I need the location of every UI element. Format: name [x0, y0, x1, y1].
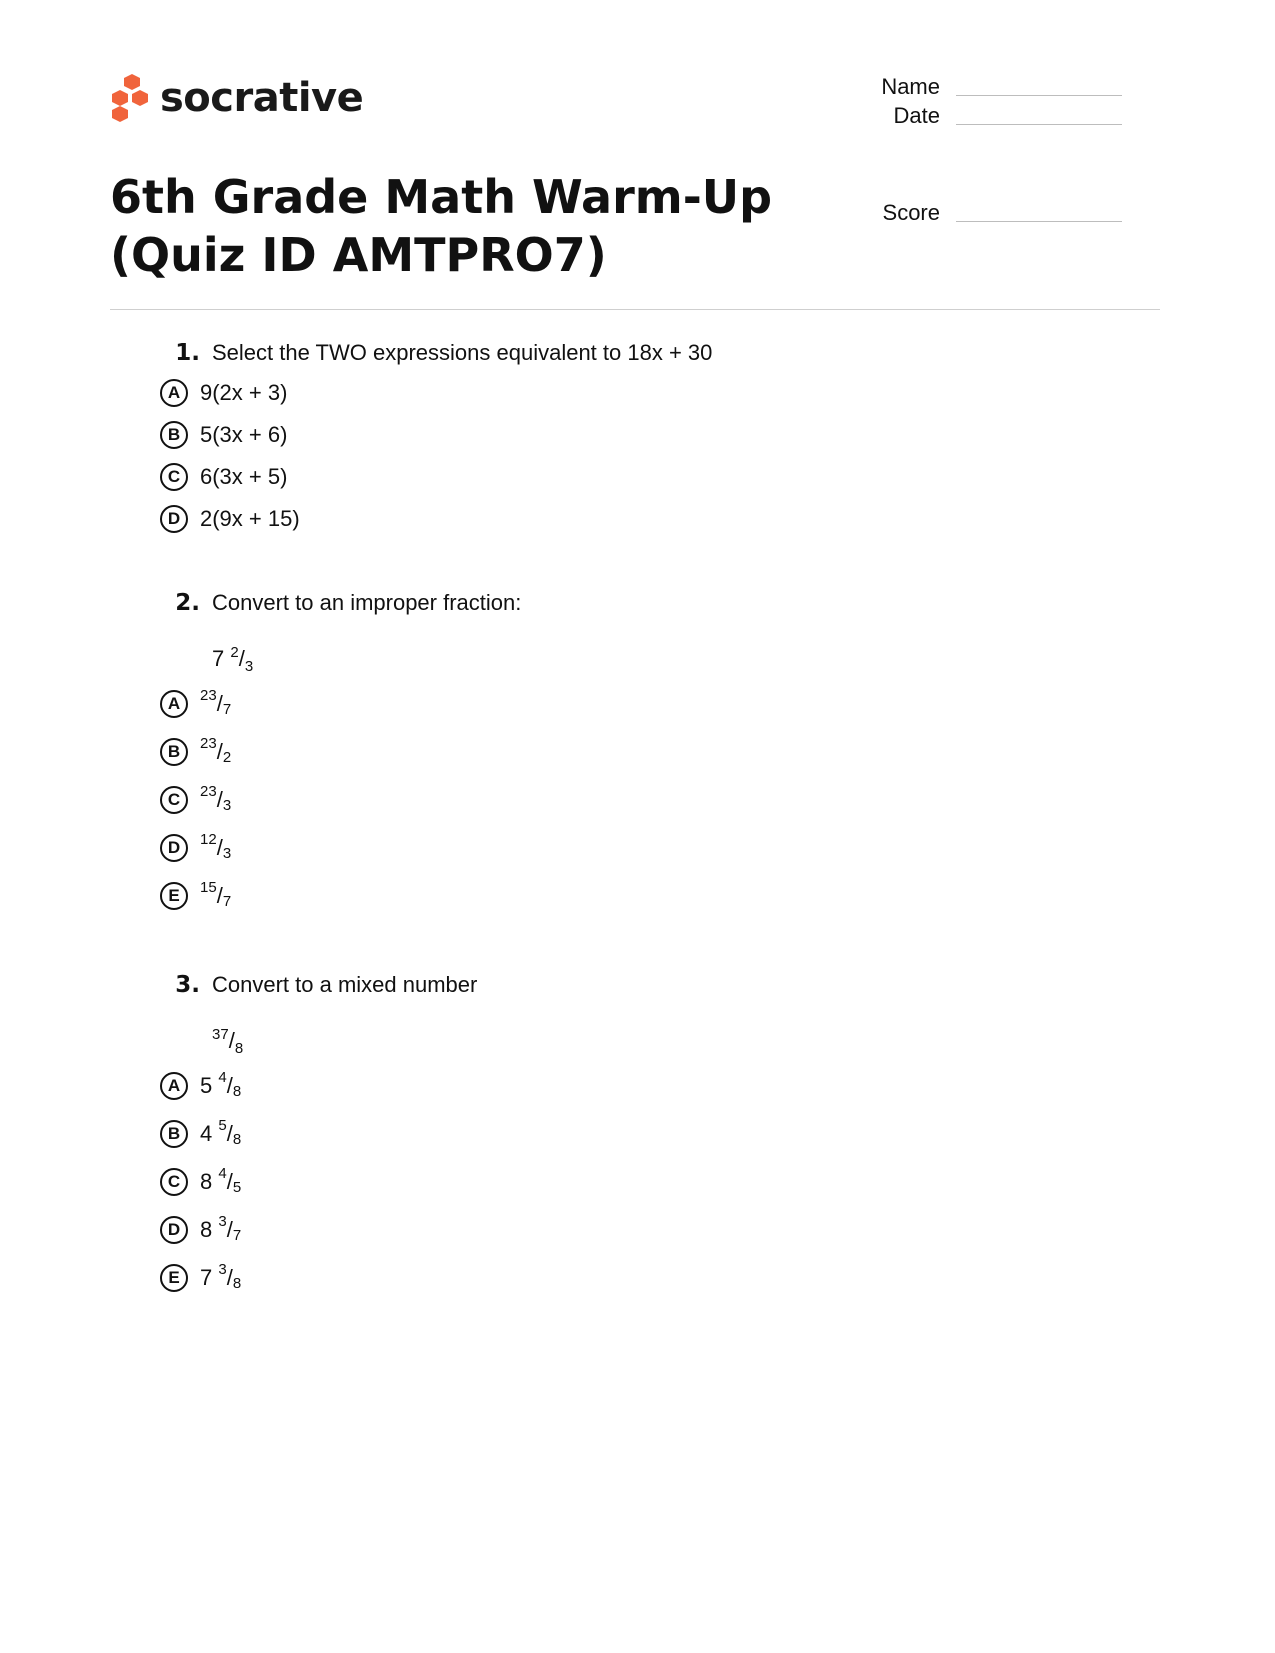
question-prompt: Convert to an improper fraction: [212, 590, 522, 615]
option-d[interactable]: D $^{12}$ / $_3$ [160, 824, 1060, 872]
numerator: 12 [200, 830, 217, 848]
question-expression: $^{37}/_8$ [212, 1026, 244, 1057]
option-badge[interactable]: D [160, 1216, 188, 1244]
option-a[interactable] [160, 372, 1060, 414]
whole: 8 [200, 1169, 213, 1194]
option-e[interactable]: E 7 $^3$ / $_8$ [160, 1254, 1060, 1302]
name-label: Name [881, 74, 940, 99]
date-label: Date [893, 103, 940, 128]
brand-logo [110, 72, 363, 124]
score-label: Score [882, 200, 940, 225]
whole: 8 [200, 1217, 213, 1242]
option-badge[interactable]: A [160, 690, 188, 718]
numerator: 23 [200, 734, 217, 752]
option-a[interactable]: A 5 $^4$ / $_8$ [160, 1062, 1060, 1110]
whole: 7 [200, 1265, 213, 1290]
option-text: 5(3x + 6) [200, 422, 288, 447]
option-badge[interactable]: E [160, 1264, 188, 1292]
option-badge[interactable]: C [160, 463, 188, 491]
page-title: 6th Grade Math Warm-Up (Quiz ID AMTPRO7) [110, 170, 773, 282]
score-line[interactable] [956, 217, 1122, 222]
denominator: 7 [232, 1226, 242, 1244]
question-prompt: Convert to a mixed number [212, 972, 478, 997]
whole: 5 [200, 1073, 213, 1098]
option-b[interactable] [160, 414, 1060, 456]
option-d[interactable]: D 8 $^3$ / $_7$ [160, 1206, 1060, 1254]
option-text: 6(3x + 5) [200, 464, 288, 489]
denominator: 3 [222, 844, 232, 862]
numerator: 3 [218, 1212, 227, 1230]
denominator: 2 [222, 748, 232, 766]
denominator: 3 [222, 796, 232, 814]
denominator: 8 [232, 1130, 242, 1148]
option-badge[interactable]: A [160, 1072, 188, 1100]
option-badge[interactable]: A [160, 379, 188, 407]
denominator: 7 [222, 700, 232, 718]
denominator: 7 [222, 892, 232, 910]
denominator: 5 [232, 1178, 242, 1196]
numerator: 15 [200, 878, 217, 896]
question-2 [160, 590, 1060, 920]
option-badge[interactable]: D [160, 505, 188, 533]
denominator: 8 [232, 1274, 242, 1292]
option-c[interactable] [160, 456, 1060, 498]
name-field-row [860, 74, 1122, 100]
numerator: 23 [200, 686, 217, 704]
name-line[interactable] [956, 91, 1122, 96]
denominator: 8 [232, 1082, 242, 1100]
socrative-hexagons-icon [110, 72, 150, 124]
numerator: 5 [218, 1116, 227, 1134]
question-3 [160, 972, 1060, 1302]
option-text: 2(9x + 15) [200, 506, 300, 531]
whole: 4 [200, 1121, 213, 1146]
numerator: 4 [218, 1068, 227, 1086]
numerator: 3 [218, 1260, 227, 1278]
whole: 7 [212, 646, 225, 671]
numerator: 2 [230, 644, 239, 661]
question-number: 1. [175, 340, 200, 366]
option-b[interactable]: B 4 $^5$ / $_8$ [160, 1110, 1060, 1158]
option-badge[interactable]: C [160, 1168, 188, 1196]
brand-name: socrative [160, 75, 364, 121]
question-1 [160, 340, 1060, 540]
header-divider [110, 309, 1160, 310]
numerator: 4 [218, 1164, 227, 1182]
option-badge[interactable]: B [160, 421, 188, 449]
question-number: 2. [175, 590, 200, 616]
option-a[interactable]: A $^{23}$ / $_7$ [160, 680, 1060, 728]
option-e[interactable]: E $^{15}$ / $_7$ [160, 872, 1060, 920]
question-expression: 7 $^2/_3$ [212, 644, 254, 675]
date-line[interactable] [956, 120, 1122, 125]
denominator: 3 [244, 658, 254, 675]
option-badge[interactable]: D [160, 834, 188, 862]
option-d[interactable] [160, 498, 1060, 540]
option-c[interactable]: C 8 $^4$ / $_5$ [160, 1158, 1060, 1206]
option-badge[interactable]: B [160, 1120, 188, 1148]
option-c[interactable]: C $^{23}$ / $_3$ [160, 776, 1060, 824]
numerator: 37 [212, 1026, 229, 1043]
denominator: 8 [234, 1040, 244, 1057]
option-b[interactable]: B $^{23}$ / $_2$ [160, 728, 1060, 776]
option-badge[interactable]: C [160, 786, 188, 814]
question-number: 3. [175, 972, 200, 998]
question-prompt: Select the TWO expressions equivalent to 18x + 30 [212, 340, 713, 365]
date-field-row [860, 103, 1122, 129]
option-text: 9(2x + 3) [200, 380, 288, 405]
option-badge[interactable]: B [160, 738, 188, 766]
score-field-row [860, 200, 1122, 226]
option-badge[interactable]: E [160, 882, 188, 910]
numerator: 23 [200, 782, 217, 800]
